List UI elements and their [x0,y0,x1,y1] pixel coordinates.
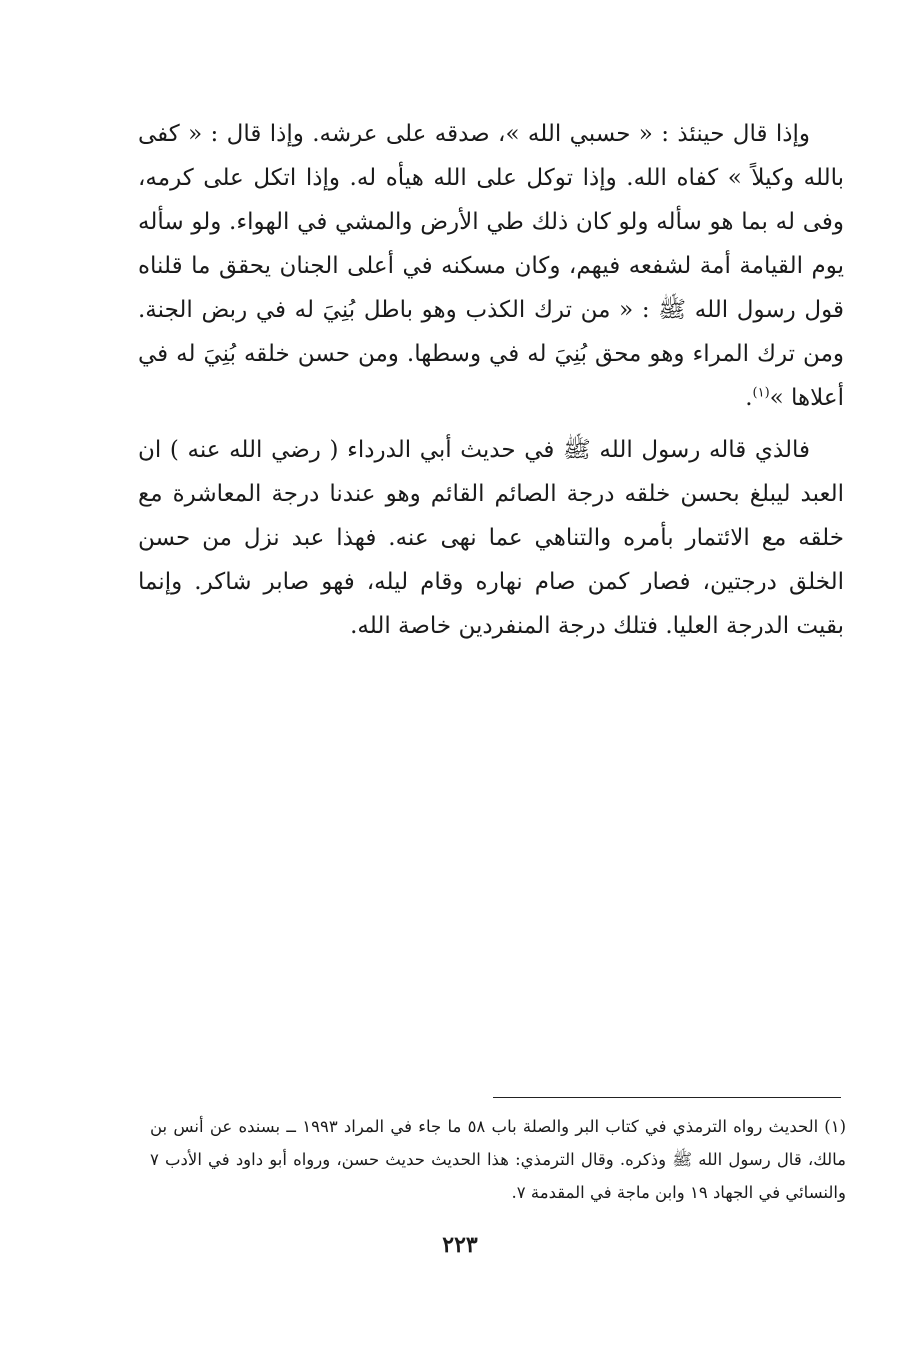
page-number: ٢٢٣ [442,1232,478,1258]
footnote-text: الحديث رواه الترمذي في كتاب البر والصلة باب ٥٨ ما جاء في المراد ١٩٩٣ ــ بسنده عن أنس بن مالك، قال رسول الله ﷺ وذكره. وقال الترمذي: هذا الحديث حديث حسن، ورواه أبو داود في الأدب ٧ والنسائي في الجهاد ١٩ وابن ماجة في المقدمة ٧. [150,1117,846,1202]
paragraph-2 [138,428,844,648]
paragraph-2-text: فالذي قاله رسول الله ﷺ في حديث أبي الدرداء ( رضي الله عنه ) ان العبد ليبلغ بحسن خلقه درجة الصائم القائم وهو عندنا درجة المعاشرة مع خلقه مع الائتمار بأمره والتناهي عما نهى عنه. فهذا عبد نزل من حسن الخلق درجتين، فصار كمن صام نهاره وقام ليله، فهو صابر شاكر. وإنما بقيت الدرجة العليا. فتلك درجة المنفردين خاصة الله. [138,437,845,639]
footnote-number: (١) [824,1117,847,1136]
footnotes [150,1110,846,1209]
paragraph-1-end: . [745,385,753,411]
paragraph-1-text: وإذا قال حينئذ : « حسبي الله »، صدقه على عرشه. وإذا قال : « كفى بالله وكيلاً » كفاه الله. وإذا توكل على الله هيأه له. وإذا اتكل على كرمه، وفى له بما هو سأله ولو كان ذلك طي الأرض والمشي في الهواء. ولو سأله يوم القيامة أمة لشفعه فيهم، وكان مسكنه في أعلى الجنان يحقق ما قلناه قول رسول الله ﷺ : « من ترك الكذب وهو باطل بُنِيَ له في ربض الجنة. ومن ترك المراء وهو محق بُنِيَ له في وسطها. ومن حسن خلقه بُنِيَ له في أعلاها » [138,121,844,411]
footnote-divider [493,1097,841,1098]
main-text [138,112,844,648]
footnote-reference-1[interactable]: (١) [752,385,770,401]
footnote-1 [150,1110,846,1209]
paragraph-1 [138,112,844,420]
